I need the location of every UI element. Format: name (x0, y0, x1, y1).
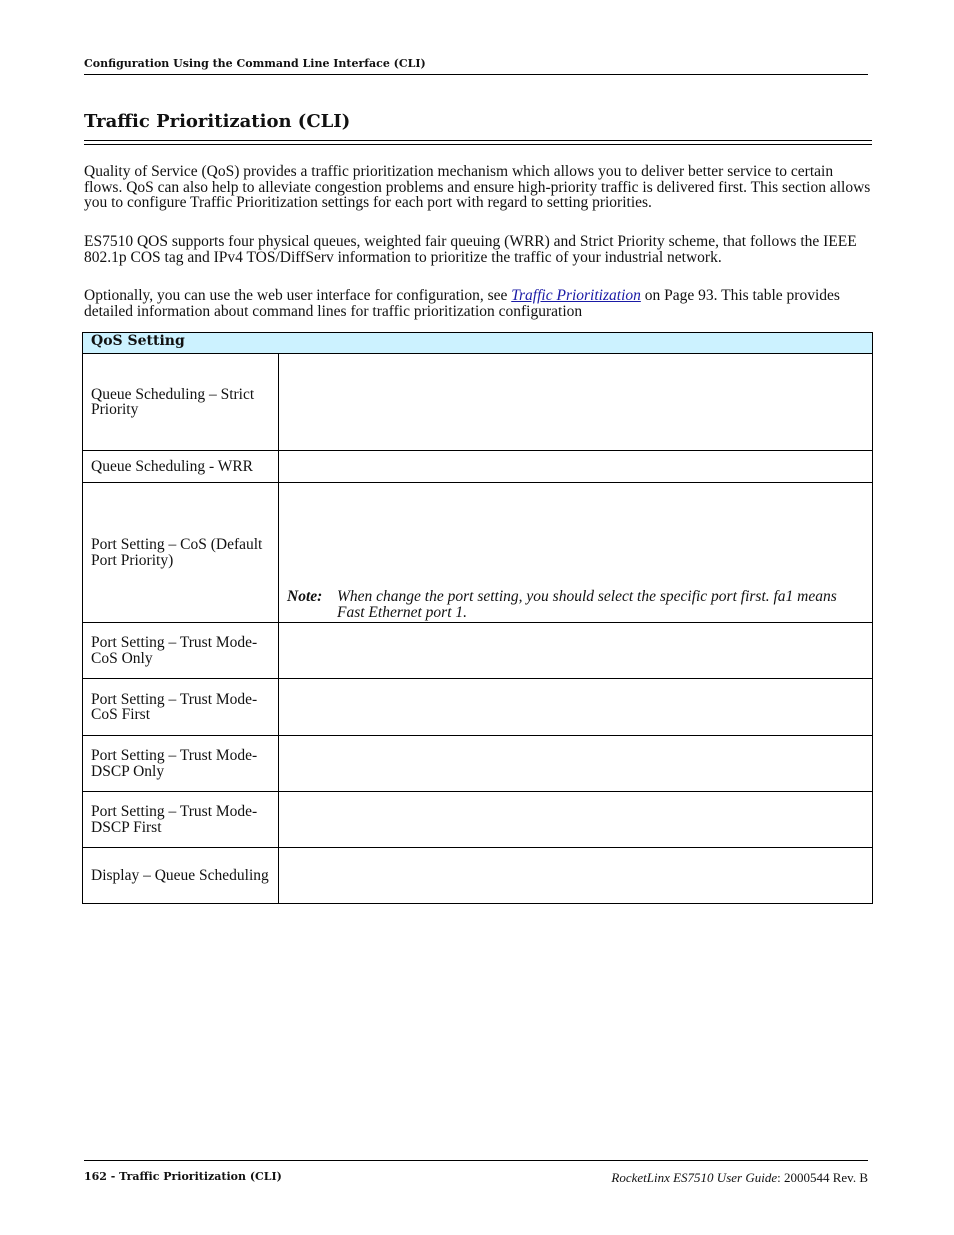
row-content (279, 679, 873, 736)
row-content (279, 848, 873, 904)
row-content (279, 623, 873, 679)
row-label: Display – Queue Scheduling (83, 848, 279, 904)
web-ui-text-after: on Page 93. This table provides detailed information about command lines for traffic prioritization configuration (84, 287, 840, 320)
web-ui-text-before: Optionally, you can use the web user interface for configuration, see (84, 287, 512, 304)
table-row (83, 679, 873, 736)
row-content (279, 354, 873, 451)
row-label: Port Setting – Trust Mode- DSCP Only (83, 736, 279, 792)
web-ui-paragraph (84, 288, 874, 319)
row-label: Queue Scheduling - WRR (83, 451, 279, 483)
footer-rule (84, 1160, 868, 1161)
intro-paragraph: Quality of Service (QoS) provides a traffic prioritization mechanism which allows you to deliver better service to certain flows. QoS can also help to alleviate congestion problems and ensure high-priority traffic is delivered first. This section allows you to configure Traffic Prioritization settings for each port with regard to setting priorities. (84, 163, 871, 211)
table-row (83, 792, 873, 848)
table-header: QoS Setting (83, 333, 873, 354)
footer-page-label: 162 - Traffic Prioritization (CLI) (84, 1170, 282, 1183)
row-label: Port Setting – CoS (Default Port Priority) (83, 483, 279, 623)
row-content (279, 483, 873, 623)
row-label: Port Setting – Trust Mode- CoS First (83, 679, 279, 736)
row-content (279, 792, 873, 848)
title-rule-top (84, 140, 872, 141)
footer-doc-number: : 2000544 Rev. B (777, 1170, 868, 1185)
running-header: Configuration Using the Command Line Interface (CLI) (84, 57, 426, 70)
note-text: When change the port setting, you should select the specific port first. fa1 means Fast Ethernet port 1. (337, 588, 837, 621)
table-row (83, 623, 873, 679)
table-row (83, 736, 873, 792)
row-content (279, 736, 873, 792)
table-row (83, 451, 873, 483)
footer-doc-label (611, 1170, 868, 1186)
table-row (83, 848, 873, 904)
note-label: Note: (287, 588, 323, 605)
queues-paragraph: ES7510 QOS supports four physical queues, weighted fair queuing (WRR) and Strict Priority scheme, that follows the IEEE 802.1p COS tag and IPv4 TOS/DiffServ information to prioritize the traffic of your industrial network. (84, 233, 857, 266)
header-rule (84, 74, 868, 75)
row-content (279, 451, 873, 483)
table-row (83, 483, 873, 623)
port-setting-note (287, 589, 864, 620)
traffic-prioritization-link[interactable]: Traffic Prioritization (511, 287, 641, 304)
table-header-row (83, 333, 873, 354)
section-title: Traffic Prioritization (CLI) (84, 111, 351, 132)
row-label: Port Setting – Trust Mode- CoS Only (83, 623, 279, 679)
footer-product: RocketLinx ES7510 User Guide (611, 1170, 778, 1185)
row-label: Port Setting – Trust Mode- DSCP First (83, 792, 279, 848)
row-label: Queue Scheduling – Strict Priority (83, 354, 279, 451)
qos-setting-table (82, 332, 873, 904)
table-row (83, 354, 873, 451)
title-rule-bottom (84, 144, 872, 145)
